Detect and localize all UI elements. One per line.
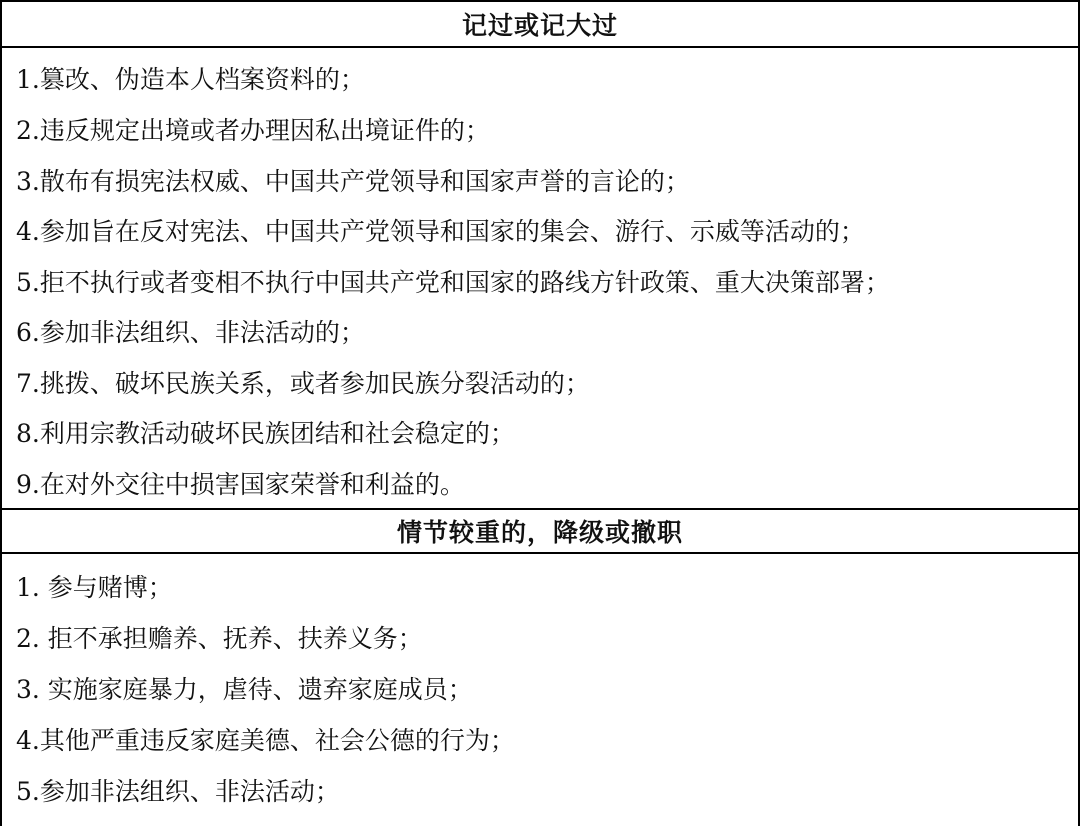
demerit-list xyxy=(2,48,1078,508)
demotion-list xyxy=(2,554,1078,815)
list-item: 2. 拒不承担赡养、抚养、扶养义务； xyxy=(16,623,423,653)
section-demerit xyxy=(2,0,1078,508)
list-item: 1. 参与赌博； xyxy=(16,572,173,602)
section-header-demerit: 记过或记大过 xyxy=(2,0,1078,48)
list-item: 2.违反规定出境或者办理因私出境证件的； xyxy=(16,116,490,146)
list-item: 4.其他严重违反家庭美德、社会公德的行为； xyxy=(16,725,515,755)
list-item: 6.参加非法组织、非法活动的； xyxy=(16,318,365,348)
list-item: 8.利用宗教活动破坏民族团结和社会稳定的； xyxy=(16,419,515,449)
list-item: 3.散布有损宪法权威、中国共产党领导和国家声誉的言论的； xyxy=(16,166,690,196)
list-item: 7.挑拨、破坏民族关系，或者参加民族分裂活动的； xyxy=(16,368,590,398)
list-item: 5.参加非法组织、非法活动； xyxy=(16,776,340,806)
list-item: 3. 实施家庭暴力，虐待、遗弃家庭成员； xyxy=(16,674,473,704)
section-demotion xyxy=(2,508,1078,815)
list-item: 4.参加旨在反对宪法、中国共产党领导和国家的集会、游行、示威等活动的； xyxy=(16,217,865,247)
list-item: 1.篡改、伪造本人档案资料的； xyxy=(16,65,365,94)
list-item: 5.拒不执行或者变相不执行中国共产党和国家的路线方针政策、重大决策部署； xyxy=(16,267,890,297)
section-header-demotion: 情节较重的，降级或撤职 xyxy=(2,508,1078,554)
list-item: 9.在对外交往中损害国家荣誉和利益的。 xyxy=(16,469,465,499)
